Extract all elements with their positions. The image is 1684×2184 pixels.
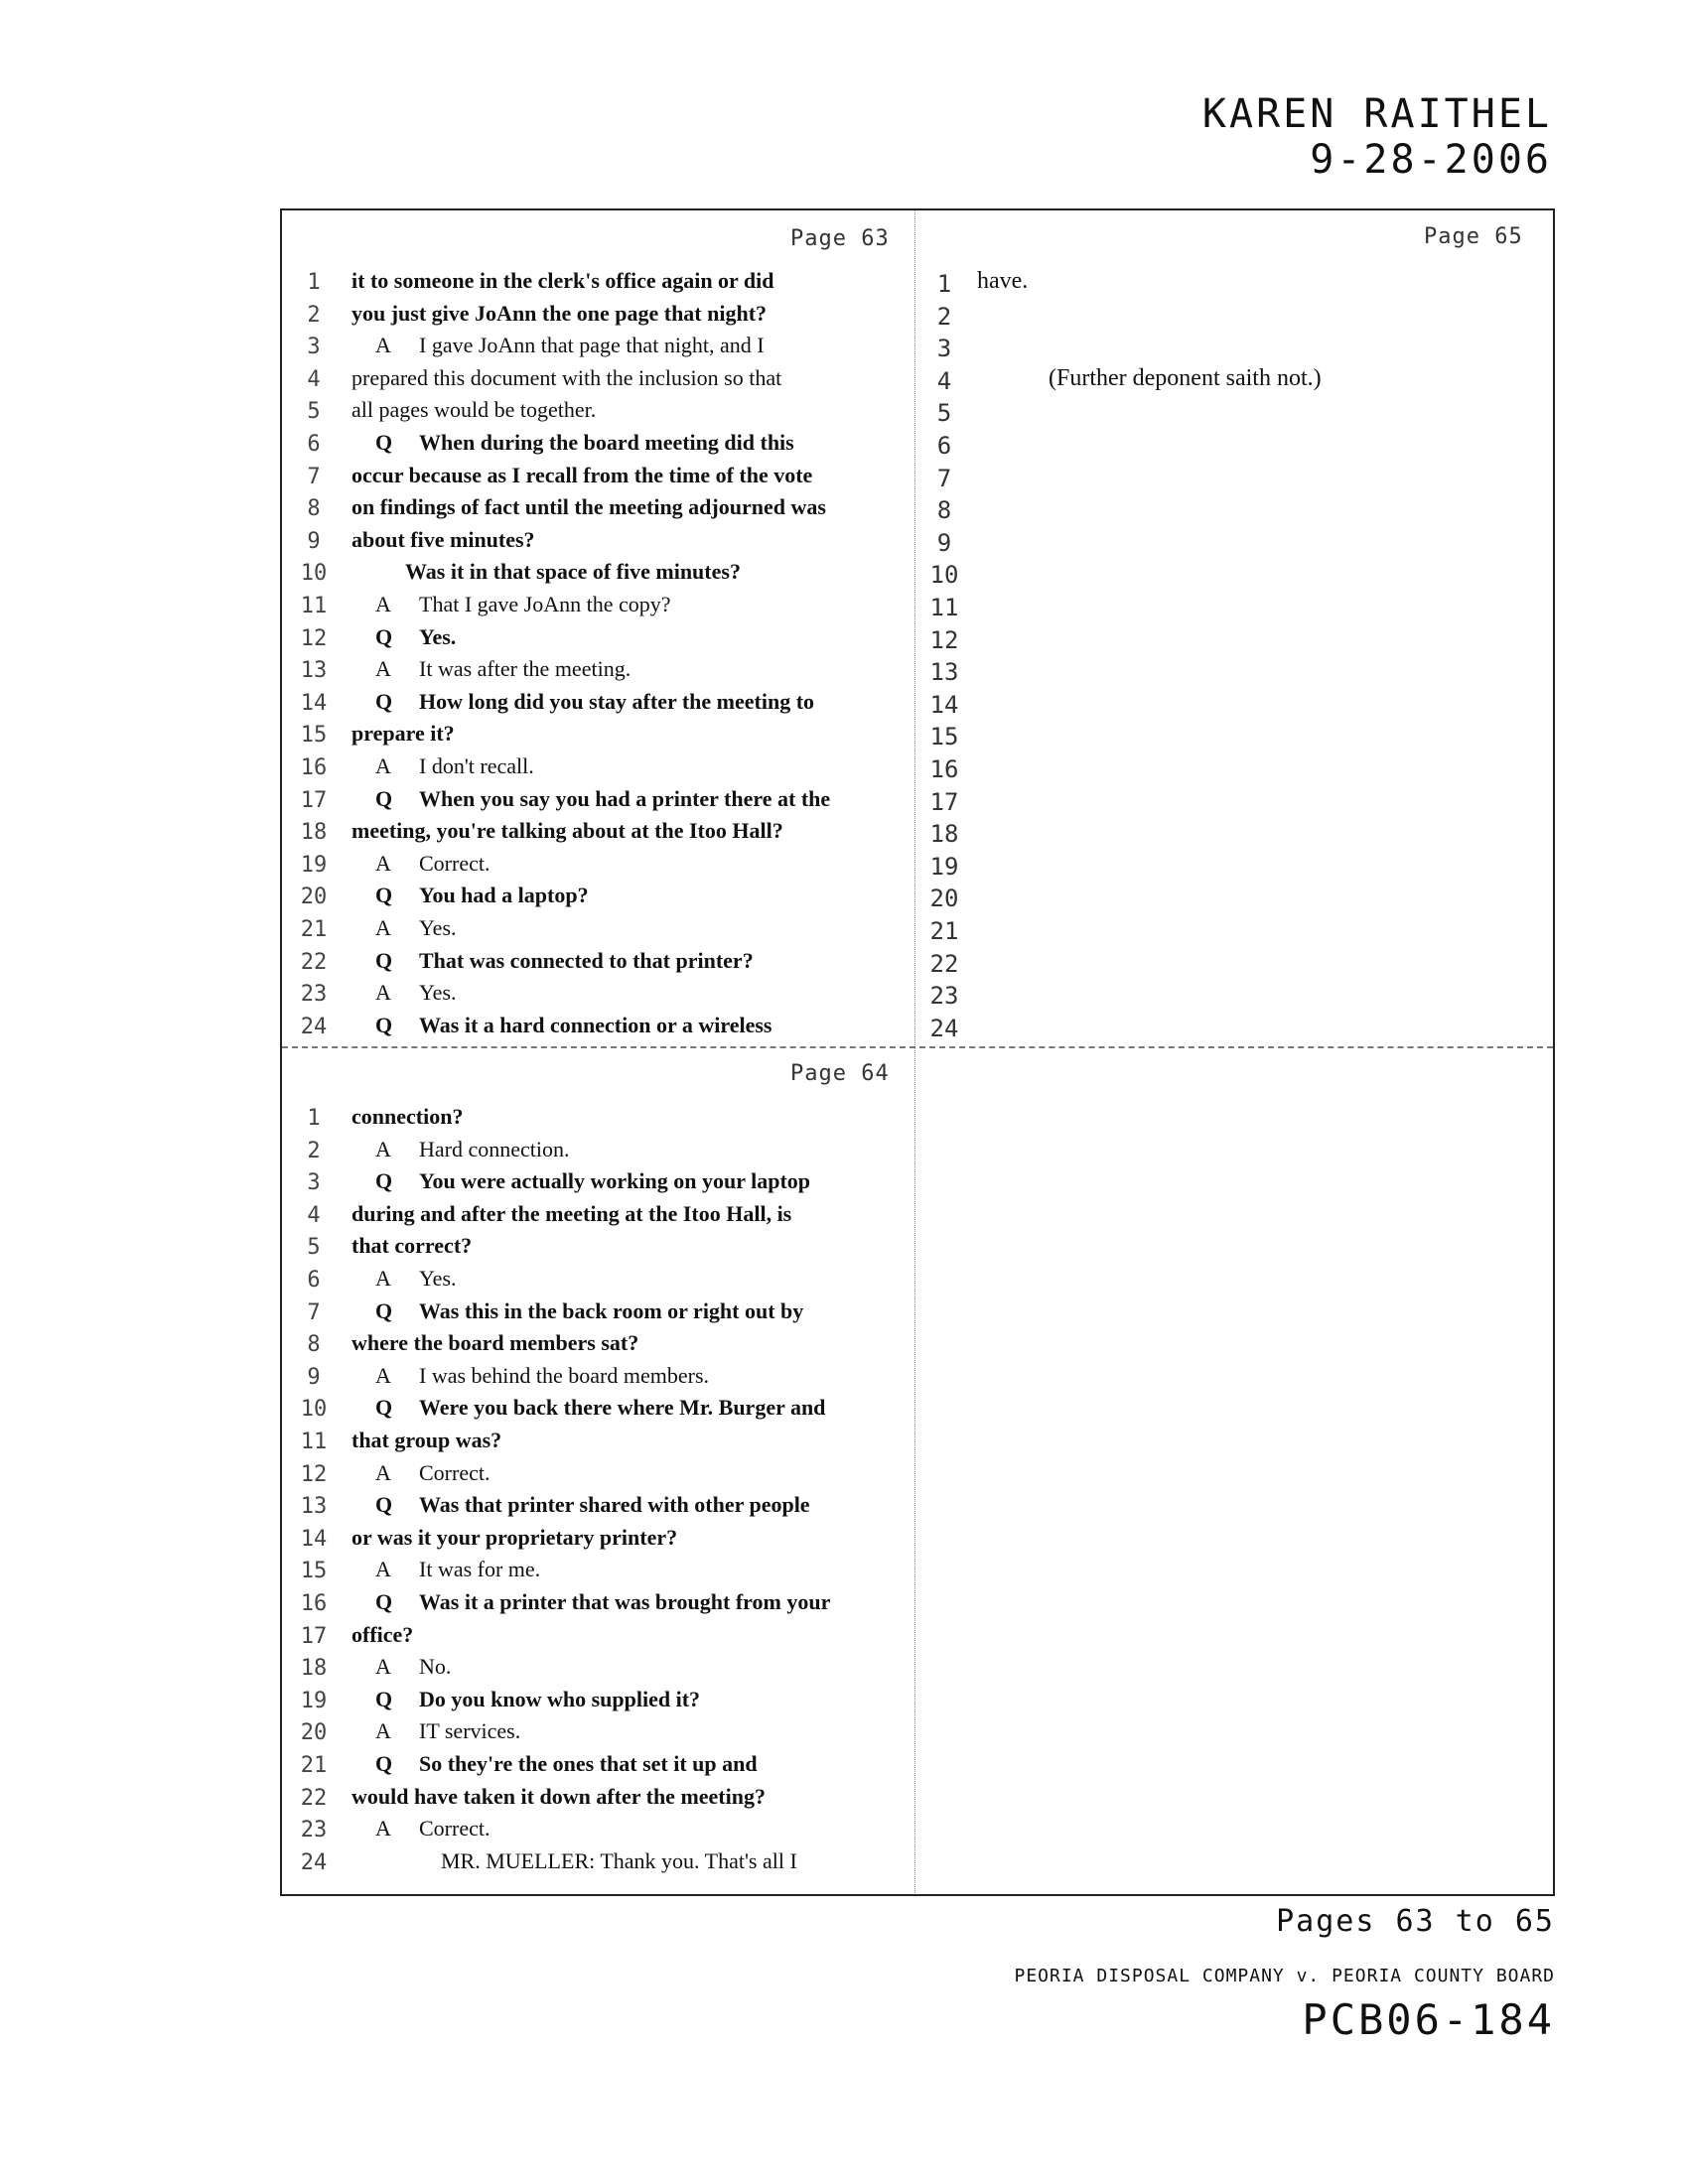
line-number: 24 bbox=[300, 1849, 328, 1875]
line-number: 23 bbox=[929, 982, 959, 1011]
line-number: 17 bbox=[929, 787, 959, 816]
line-number: 17 bbox=[300, 787, 328, 813]
line-text bbox=[351, 1168, 810, 1194]
line-content: meeting, you're talking about at the Itoo Hall? bbox=[351, 818, 783, 844]
line-number: 13 bbox=[300, 658, 328, 684]
line-content: it to someone in the clerk's office again or did bbox=[351, 268, 774, 293]
speaker-label: A bbox=[375, 850, 391, 876]
line-content: during and after the meeting at the Itoo Hall, is bbox=[351, 1200, 792, 1226]
line-text bbox=[351, 592, 671, 617]
line-text bbox=[351, 1622, 413, 1648]
speaker-label: A bbox=[375, 656, 391, 682]
line-text bbox=[351, 1848, 797, 1874]
line-content: Correct. bbox=[419, 1816, 491, 1842]
line-text bbox=[351, 1363, 709, 1389]
line-number: 11 bbox=[929, 594, 959, 621]
line-text bbox=[351, 365, 781, 391]
line-number: 10 bbox=[929, 561, 959, 590]
line-text bbox=[351, 1718, 520, 1744]
speaker-label: A bbox=[375, 1362, 391, 1388]
line-number: 19 bbox=[300, 852, 328, 878]
line-number: 15 bbox=[300, 1559, 328, 1584]
line-number: 24 bbox=[929, 1014, 959, 1042]
line-number: 19 bbox=[300, 1688, 328, 1713]
line-content: all pages would be together. bbox=[351, 397, 597, 423]
line-number: 24 bbox=[300, 1014, 328, 1039]
line-content: That was connected to that printer? bbox=[419, 947, 754, 973]
line-text bbox=[351, 494, 826, 520]
speaker-label: Q bbox=[375, 1492, 393, 1518]
line-text bbox=[351, 1751, 758, 1777]
line-text bbox=[351, 1816, 490, 1842]
line-number: 4 bbox=[307, 1202, 321, 1228]
line-text bbox=[351, 1784, 766, 1810]
line-number: 18 bbox=[300, 1656, 328, 1682]
line-number: 12 bbox=[300, 625, 328, 651]
line-number: 5 bbox=[307, 399, 321, 425]
line-text bbox=[351, 430, 794, 456]
line-number: 2 bbox=[307, 302, 321, 328]
line-text bbox=[351, 1233, 472, 1259]
line-content: have. bbox=[977, 268, 1029, 294]
line-text bbox=[351, 980, 457, 1006]
line-content: Was this in the back room or right out by bbox=[419, 1297, 804, 1323]
speaker-label: Q bbox=[375, 947, 393, 973]
line-content: prepare it? bbox=[351, 721, 455, 747]
page-65-label: Page 65 bbox=[1424, 224, 1523, 249]
line-number: 21 bbox=[300, 1753, 328, 1778]
line-text bbox=[351, 1525, 677, 1551]
line-text bbox=[351, 1687, 700, 1712]
line-number: 5 bbox=[307, 1235, 321, 1261]
line-number: 21 bbox=[300, 917, 328, 942]
line-text bbox=[351, 1654, 451, 1680]
line-text bbox=[351, 1013, 772, 1038]
line-number: 16 bbox=[929, 755, 959, 783]
line-number: 22 bbox=[300, 1785, 328, 1811]
line-content: I was behind the board members. bbox=[419, 1362, 710, 1388]
line-content: I don't recall. bbox=[419, 753, 534, 778]
line-content: Were you back there where Mr. Burger and bbox=[419, 1395, 826, 1421]
page-divider bbox=[282, 1046, 1553, 1048]
speaker-label: A bbox=[375, 1136, 391, 1161]
line-text bbox=[351, 818, 783, 844]
line-number: 7 bbox=[936, 464, 952, 492]
line-number: 2 bbox=[307, 1138, 321, 1163]
line-content: It was after the meeting. bbox=[419, 656, 632, 682]
line-text bbox=[351, 1395, 825, 1421]
line-content: occur because as I recall from the time of the vote bbox=[351, 462, 813, 487]
line-number: 1 bbox=[936, 270, 952, 298]
speaker-label: Q bbox=[375, 1751, 393, 1776]
line-number: 1 bbox=[307, 270, 321, 295]
line-text bbox=[351, 1557, 540, 1582]
line-content: Hard connection. bbox=[419, 1136, 570, 1161]
line-text bbox=[351, 915, 457, 941]
line-number: 19 bbox=[929, 852, 959, 881]
speaker-label: Q bbox=[375, 785, 393, 811]
line-number: 3 bbox=[307, 335, 321, 360]
line-content: where the board members sat? bbox=[351, 1330, 639, 1356]
column-divider bbox=[914, 210, 915, 1893]
line-content: Was it a hard connection or a wireless bbox=[419, 1012, 772, 1037]
speaker-label: A bbox=[375, 1654, 391, 1680]
line-text bbox=[351, 656, 631, 682]
line-content: So they're the ones that set it up and bbox=[419, 1751, 758, 1776]
line-text bbox=[351, 1428, 501, 1453]
deposition-date: 9-28-2006 bbox=[1310, 137, 1552, 183]
line-number: 7 bbox=[307, 1299, 321, 1325]
line-text bbox=[351, 851, 490, 877]
line-text bbox=[351, 527, 535, 553]
line-content: connection? bbox=[351, 1104, 464, 1129]
line-content: Correct. bbox=[419, 1459, 491, 1485]
line-number: 9 bbox=[307, 528, 321, 554]
line-content: When you say you had a printer there at the bbox=[419, 785, 831, 811]
line-content: Do you know who supplied it? bbox=[419, 1686, 701, 1711]
line-number: 5 bbox=[936, 399, 952, 428]
line-number: 12 bbox=[300, 1461, 328, 1487]
line-number: 18 bbox=[300, 820, 328, 846]
line-number: 11 bbox=[300, 594, 328, 618]
line-content: would have taken it down after the meeting? bbox=[351, 1783, 766, 1809]
line-content: You were actually working on your laptop bbox=[419, 1168, 811, 1194]
speaker-label: A bbox=[375, 753, 391, 778]
speaker-label: Q bbox=[375, 1168, 393, 1194]
line-text bbox=[351, 268, 774, 294]
line-number: 16 bbox=[300, 755, 328, 780]
line-number: 7 bbox=[307, 464, 321, 489]
line-number: 8 bbox=[307, 496, 321, 522]
speaker-label: A bbox=[375, 980, 391, 1006]
speaker-label: A bbox=[375, 1266, 391, 1291]
line-number: 22 bbox=[929, 949, 959, 978]
line-text bbox=[351, 301, 767, 327]
line-text bbox=[351, 1330, 638, 1356]
line-number: 20 bbox=[929, 885, 959, 913]
line-number: 4 bbox=[307, 366, 321, 392]
speaker-label: A bbox=[375, 333, 391, 358]
line-number: 6 bbox=[307, 1268, 321, 1293]
line-number: 4 bbox=[936, 366, 952, 395]
line-number: 22 bbox=[300, 949, 328, 975]
line-number: 15 bbox=[300, 723, 328, 749]
line-number: 1 bbox=[307, 1106, 321, 1131]
line-content: office? bbox=[351, 1621, 414, 1647]
line-number: 9 bbox=[936, 528, 952, 557]
line-number: 10 bbox=[300, 1397, 328, 1423]
line-number: 18 bbox=[929, 820, 959, 849]
line-text bbox=[351, 1201, 791, 1227]
line-number: 8 bbox=[307, 1332, 321, 1358]
line-text bbox=[351, 1137, 570, 1162]
line-number: 9 bbox=[307, 1364, 321, 1390]
line-text bbox=[351, 1266, 457, 1292]
line-content: Was it a printer that was brought from your bbox=[419, 1589, 831, 1614]
line-content: prepared this document with the inclusion so that bbox=[351, 364, 782, 390]
speaker-label: Q bbox=[375, 1297, 393, 1323]
line-number: 6 bbox=[936, 432, 952, 460]
speaker-label: Q bbox=[375, 1686, 393, 1711]
page-63-label: Page 63 bbox=[790, 226, 890, 251]
line-number: 14 bbox=[929, 690, 959, 719]
line-content: When during the board meeting did this bbox=[419, 430, 794, 455]
line-content: (Further deponent saith not.) bbox=[1049, 364, 1322, 391]
line-content: Was that printer shared with other people bbox=[419, 1492, 810, 1518]
speaker-label: Q bbox=[375, 688, 393, 714]
speaker-label: Q bbox=[375, 623, 393, 649]
line-content: Correct. bbox=[419, 850, 491, 876]
line-text bbox=[351, 397, 596, 423]
line-content: Was it in that space of five minutes? bbox=[405, 559, 741, 585]
line-content: IT services. bbox=[419, 1718, 521, 1744]
speaker-label: A bbox=[375, 1718, 391, 1744]
line-number: 21 bbox=[929, 917, 959, 945]
speaker-label: Q bbox=[375, 1589, 393, 1614]
line-content: Yes. bbox=[419, 1266, 457, 1291]
line-text bbox=[351, 1298, 803, 1324]
line-text bbox=[351, 948, 754, 974]
line-text bbox=[351, 624, 456, 650]
case-number: PCB06-184 bbox=[1302, 1995, 1555, 2044]
speaker-label: A bbox=[375, 915, 391, 940]
transcript-frame bbox=[280, 208, 1555, 1896]
line-number: 15 bbox=[929, 723, 959, 751]
line-text bbox=[351, 1460, 490, 1486]
line-content: I gave JoAnn that page that night, and I bbox=[419, 333, 765, 358]
case-title: PEORIA DISPOSAL COMPANY v. PEORIA COUNTY BOARD bbox=[1014, 1966, 1555, 1986]
line-content: How long did you stay after the meeting to bbox=[419, 688, 815, 714]
line-content: You had a laptop? bbox=[419, 883, 589, 908]
line-number: 13 bbox=[300, 1494, 328, 1520]
speaker-label: Q bbox=[375, 1012, 393, 1037]
speaker-label: Q bbox=[375, 430, 393, 455]
witness-name: KAREN RAITHEL bbox=[1201, 91, 1552, 137]
line-number: 14 bbox=[300, 1526, 328, 1552]
line-number: 23 bbox=[300, 1818, 328, 1843]
page-range: Pages 63 to 65 bbox=[1276, 1904, 1555, 1939]
line-text bbox=[351, 883, 589, 908]
line-number: 20 bbox=[300, 1720, 328, 1746]
line-number: 12 bbox=[929, 625, 959, 654]
line-content: that correct? bbox=[351, 1233, 473, 1259]
line-text bbox=[351, 786, 830, 812]
line-number: 23 bbox=[300, 982, 328, 1008]
line-content: about five minutes? bbox=[351, 526, 535, 552]
line-text bbox=[351, 463, 812, 488]
line-number: 14 bbox=[300, 690, 328, 716]
line-content: on findings of fact until the meeting adjourned was bbox=[351, 494, 826, 520]
line-number: 3 bbox=[307, 1170, 321, 1196]
line-number: 17 bbox=[300, 1623, 328, 1649]
line-content: MR. MUELLER: Thank you. That's all I bbox=[441, 1847, 797, 1873]
line-content: It was for me. bbox=[419, 1557, 541, 1582]
line-text bbox=[351, 559, 741, 585]
line-content: Yes. bbox=[419, 915, 457, 940]
line-number: 8 bbox=[936, 496, 952, 525]
line-text bbox=[351, 1589, 830, 1615]
line-content: you just give JoAnn the one page that night? bbox=[351, 300, 768, 326]
line-text bbox=[351, 721, 455, 747]
line-content: No. bbox=[419, 1654, 452, 1680]
line-text bbox=[351, 689, 814, 715]
line-number: 3 bbox=[936, 335, 952, 363]
speaker-label: A bbox=[375, 1459, 391, 1485]
line-content: Yes. bbox=[419, 623, 457, 649]
line-content: Yes. bbox=[419, 980, 457, 1006]
line-content: That I gave JoAnn the copy? bbox=[419, 592, 671, 616]
line-text bbox=[351, 333, 765, 358]
line-number: 10 bbox=[300, 561, 328, 587]
speaker-label: A bbox=[375, 1557, 391, 1582]
speaker-label: Q bbox=[375, 1395, 393, 1421]
line-content: or was it your proprietary printer? bbox=[351, 1524, 678, 1550]
line-content: that group was? bbox=[351, 1428, 502, 1452]
line-number: 2 bbox=[936, 302, 952, 331]
line-text bbox=[351, 753, 534, 779]
line-number: 13 bbox=[929, 658, 959, 687]
speaker-label: Q bbox=[375, 883, 393, 908]
speaker-label: A bbox=[375, 1816, 391, 1842]
line-number: 16 bbox=[300, 1591, 328, 1616]
page-64-label: Page 64 bbox=[790, 1061, 890, 1086]
line-text bbox=[351, 1492, 810, 1518]
line-number: 6 bbox=[307, 432, 321, 457]
line-number: 11 bbox=[300, 1430, 328, 1454]
speaker-label: A bbox=[375, 592, 391, 616]
line-text bbox=[351, 1104, 463, 1130]
line-number: 20 bbox=[300, 885, 328, 910]
